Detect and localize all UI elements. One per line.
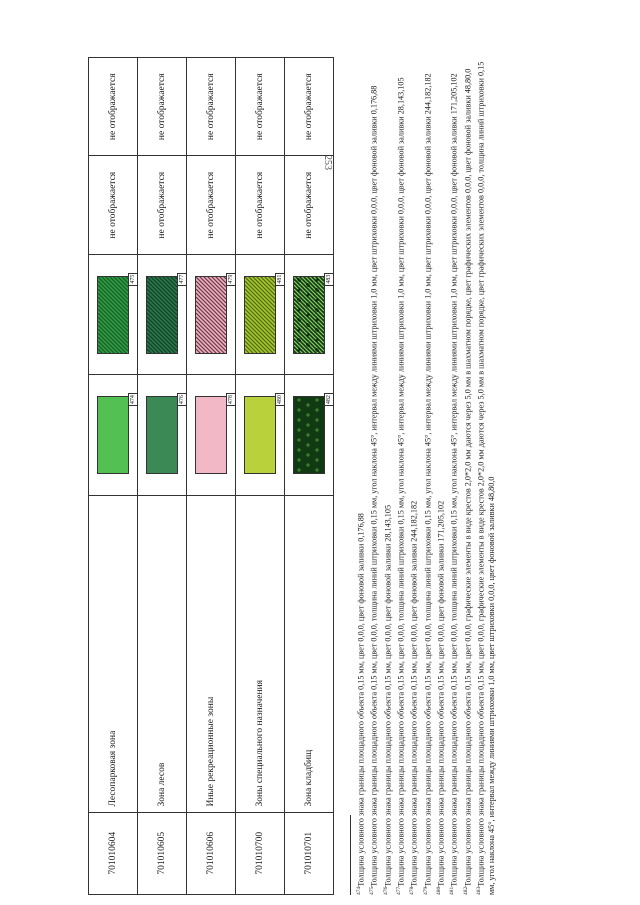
footnote <box>354 57 367 895</box>
footnote <box>447 57 460 895</box>
footnote-number: 481 <box>449 886 456 895</box>
object-code: 701010606 <box>187 812 236 894</box>
footnote-text: Толщина условного знака границы площадного объекта 0,15 мм, цвет 0,0,0, цвет фоновой заливки 28,143,105 <box>383 504 393 887</box>
not-displayed-cell: не отображается <box>187 58 236 156</box>
not-displayed-cell: не отображается <box>138 58 187 156</box>
symbol-swatch <box>195 274 234 354</box>
symbol-cell-primary <box>285 375 334 495</box>
object-code: 701010700 <box>236 812 285 894</box>
footnote-ref: 482 <box>326 395 332 405</box>
footnote-ref: 476 <box>179 395 185 405</box>
not-displayed-cell: не отображается <box>89 58 138 156</box>
table-row <box>187 58 236 895</box>
footnote-text: Толщина условного знака границы площадного объекта 0,15 мм, цвет 0,0,0, цвет фоновой заливки 244,182,182 <box>410 500 420 887</box>
footnote-number: 475 <box>369 886 376 895</box>
symbol-swatch <box>195 395 234 474</box>
footnote-number: 478 <box>409 886 416 895</box>
object-code: 701010604 <box>89 812 138 894</box>
footnote-ref: 480 <box>277 395 283 405</box>
page-number: 253 <box>322 155 333 170</box>
symbol-cell-secondary <box>236 254 285 374</box>
object-name: Иные рекреационные зоны <box>187 495 236 812</box>
footnote-text: Толщина условного знака границы площадного объекта 0,15 мм, цвет 0,0,0, толщина линий штриховки 0,15 мм, угол наклона 45°, интервал между линиями штриховки 1,0 мм, цвет штриховки 0,0,0, цвет фоновой заливки 244,182,182 <box>423 73 433 887</box>
footnote-ref: 481 <box>277 274 283 284</box>
symbol-swatch <box>97 274 136 354</box>
footnote <box>394 57 407 895</box>
symbol-swatch <box>244 274 283 354</box>
table-row <box>138 58 187 895</box>
symbol-cell-primary <box>187 375 236 495</box>
symbol-cell-primary <box>89 375 138 495</box>
footnote-text: Толщина условного знака границы площадного объекта 0,15 мм, цвет 0,0,0, толщина линий штриховки 0,15 мм, угол наклона 45°, интервал между линиями штриховки 1,0 мм, цвет штриховки 0,0,0, цвет фоновой заливки 0,176,88 <box>370 85 380 887</box>
object-code: 701010701 <box>285 812 334 894</box>
symbol-swatch <box>146 395 185 474</box>
footnote-ref: 477 <box>179 274 185 284</box>
object-name: Зона кладбищ <box>285 495 334 812</box>
footnote-text: Толщина условного знака границы площадного объекта 0,15 мм, цвет 0,0,0, графические элементы в виде крестов 2,0*2,0 мм даются через 5,0 мм в шахматном порядке, цвет графических элементов 0,0,0, цвет фоновой заливки 48,80,0 <box>463 68 473 887</box>
footnote-number: 476 <box>382 886 389 895</box>
symbol-swatch <box>97 395 136 474</box>
not-displayed-cell: не отображается <box>236 58 285 156</box>
not-displayed-cell: не отображается <box>138 156 187 254</box>
not-displayed-cell: не отображается <box>89 156 138 254</box>
footnote-text: Толщина условного знака границы площадного объекта 0,15 мм, цвет 0,0,0, цвет фоновой заливки 171,205,102 <box>436 500 446 887</box>
symbol-cell-secondary <box>89 254 138 374</box>
footnote <box>434 57 447 895</box>
footnote <box>421 57 434 895</box>
symbol-cell-primary <box>138 375 187 495</box>
footnote-number: 483 <box>475 886 482 895</box>
footnote-ref: 479 <box>228 274 234 284</box>
object-code: 701010605 <box>138 812 187 894</box>
legend-table <box>88 57 334 895</box>
footnote <box>474 57 498 895</box>
rotated-page-content <box>88 55 608 895</box>
footnote-text: Толщина условного знака границы площадного объекта 0,15 мм, цвет 0,0,0, цвет фоновой заливки 0,176,88 <box>356 513 366 887</box>
table-row <box>236 58 285 895</box>
footnote-number: 479 <box>422 886 429 895</box>
symbol-cell-primary <box>236 375 285 495</box>
object-name: Зона лесов <box>138 495 187 812</box>
symbol-cell-secondary <box>285 254 334 374</box>
not-displayed-cell: не отображается <box>187 156 236 254</box>
symbol-swatch <box>146 274 185 354</box>
footnote-number: 480 <box>435 886 442 895</box>
footnote-text: Толщина условного знака границы площадного объекта 0,15 мм, цвет 0,0,0, толщина линий штриховки 0,15 мм, угол наклона 45°, интервал между линиями штриховки 1,0 мм, цвет штриховки 0,0,0, цвет фоновой заливки 28,143,105 <box>396 77 406 887</box>
footnotes <box>350 57 498 895</box>
not-displayed-cell: не отображается <box>236 156 285 254</box>
footnote <box>407 57 420 895</box>
footnote <box>367 57 380 895</box>
footnote-text: Толщина условного знака границы площадного объекта 0,15 мм, цвет 0,0,0, толщина линий штриховки 0,15 мм, угол наклона 45°, интервал между линиями штриховки 1,0 мм, цвет штриховки 0,0,0, цвет фоновой заливки 171,205,102 <box>450 73 460 887</box>
symbol-swatch <box>244 395 283 474</box>
footnote-number: 477 <box>395 886 402 895</box>
footnote-ref: 475 <box>130 274 136 284</box>
not-displayed-cell: не отображается <box>285 58 334 156</box>
footnote-ref: 483 <box>326 274 332 284</box>
footnote <box>381 57 394 895</box>
footnote-text: Толщина условного знака границы площадного объекта 0,15 мм, цвет 0,0,0, графические элементы в виде крестов 2,0*2,0 мм даются через 5,0 мм в шахматном порядке, цвет графических элементов 0,0,0, толщина линий штриховки 0,15 мм, угол наклона 45°, интервал между линиями штриховки 1,0 мм, цвет штриховки 0,0,0, цвет фоновой заливки 48,80,0 <box>476 61 497 895</box>
footnote-ref: 474 <box>130 395 136 405</box>
symbol-swatch <box>293 274 332 354</box>
symbol-cell-secondary <box>187 254 236 374</box>
symbol-cell-secondary <box>138 254 187 374</box>
footnote-number: 474 <box>356 886 362 895</box>
object-name: Зоны специального назначения <box>236 495 285 812</box>
footnote <box>461 57 474 895</box>
footnote-number: 482 <box>462 886 469 895</box>
table-row <box>89 58 138 895</box>
object-name: Лесопарковая зона <box>89 495 138 812</box>
table-row <box>285 58 334 895</box>
footnote-ref: 478 <box>228 395 234 405</box>
not-displayed-cell: не отображается <box>285 156 334 254</box>
symbol-swatch <box>293 395 332 474</box>
footnote-rule <box>350 815 351 895</box>
